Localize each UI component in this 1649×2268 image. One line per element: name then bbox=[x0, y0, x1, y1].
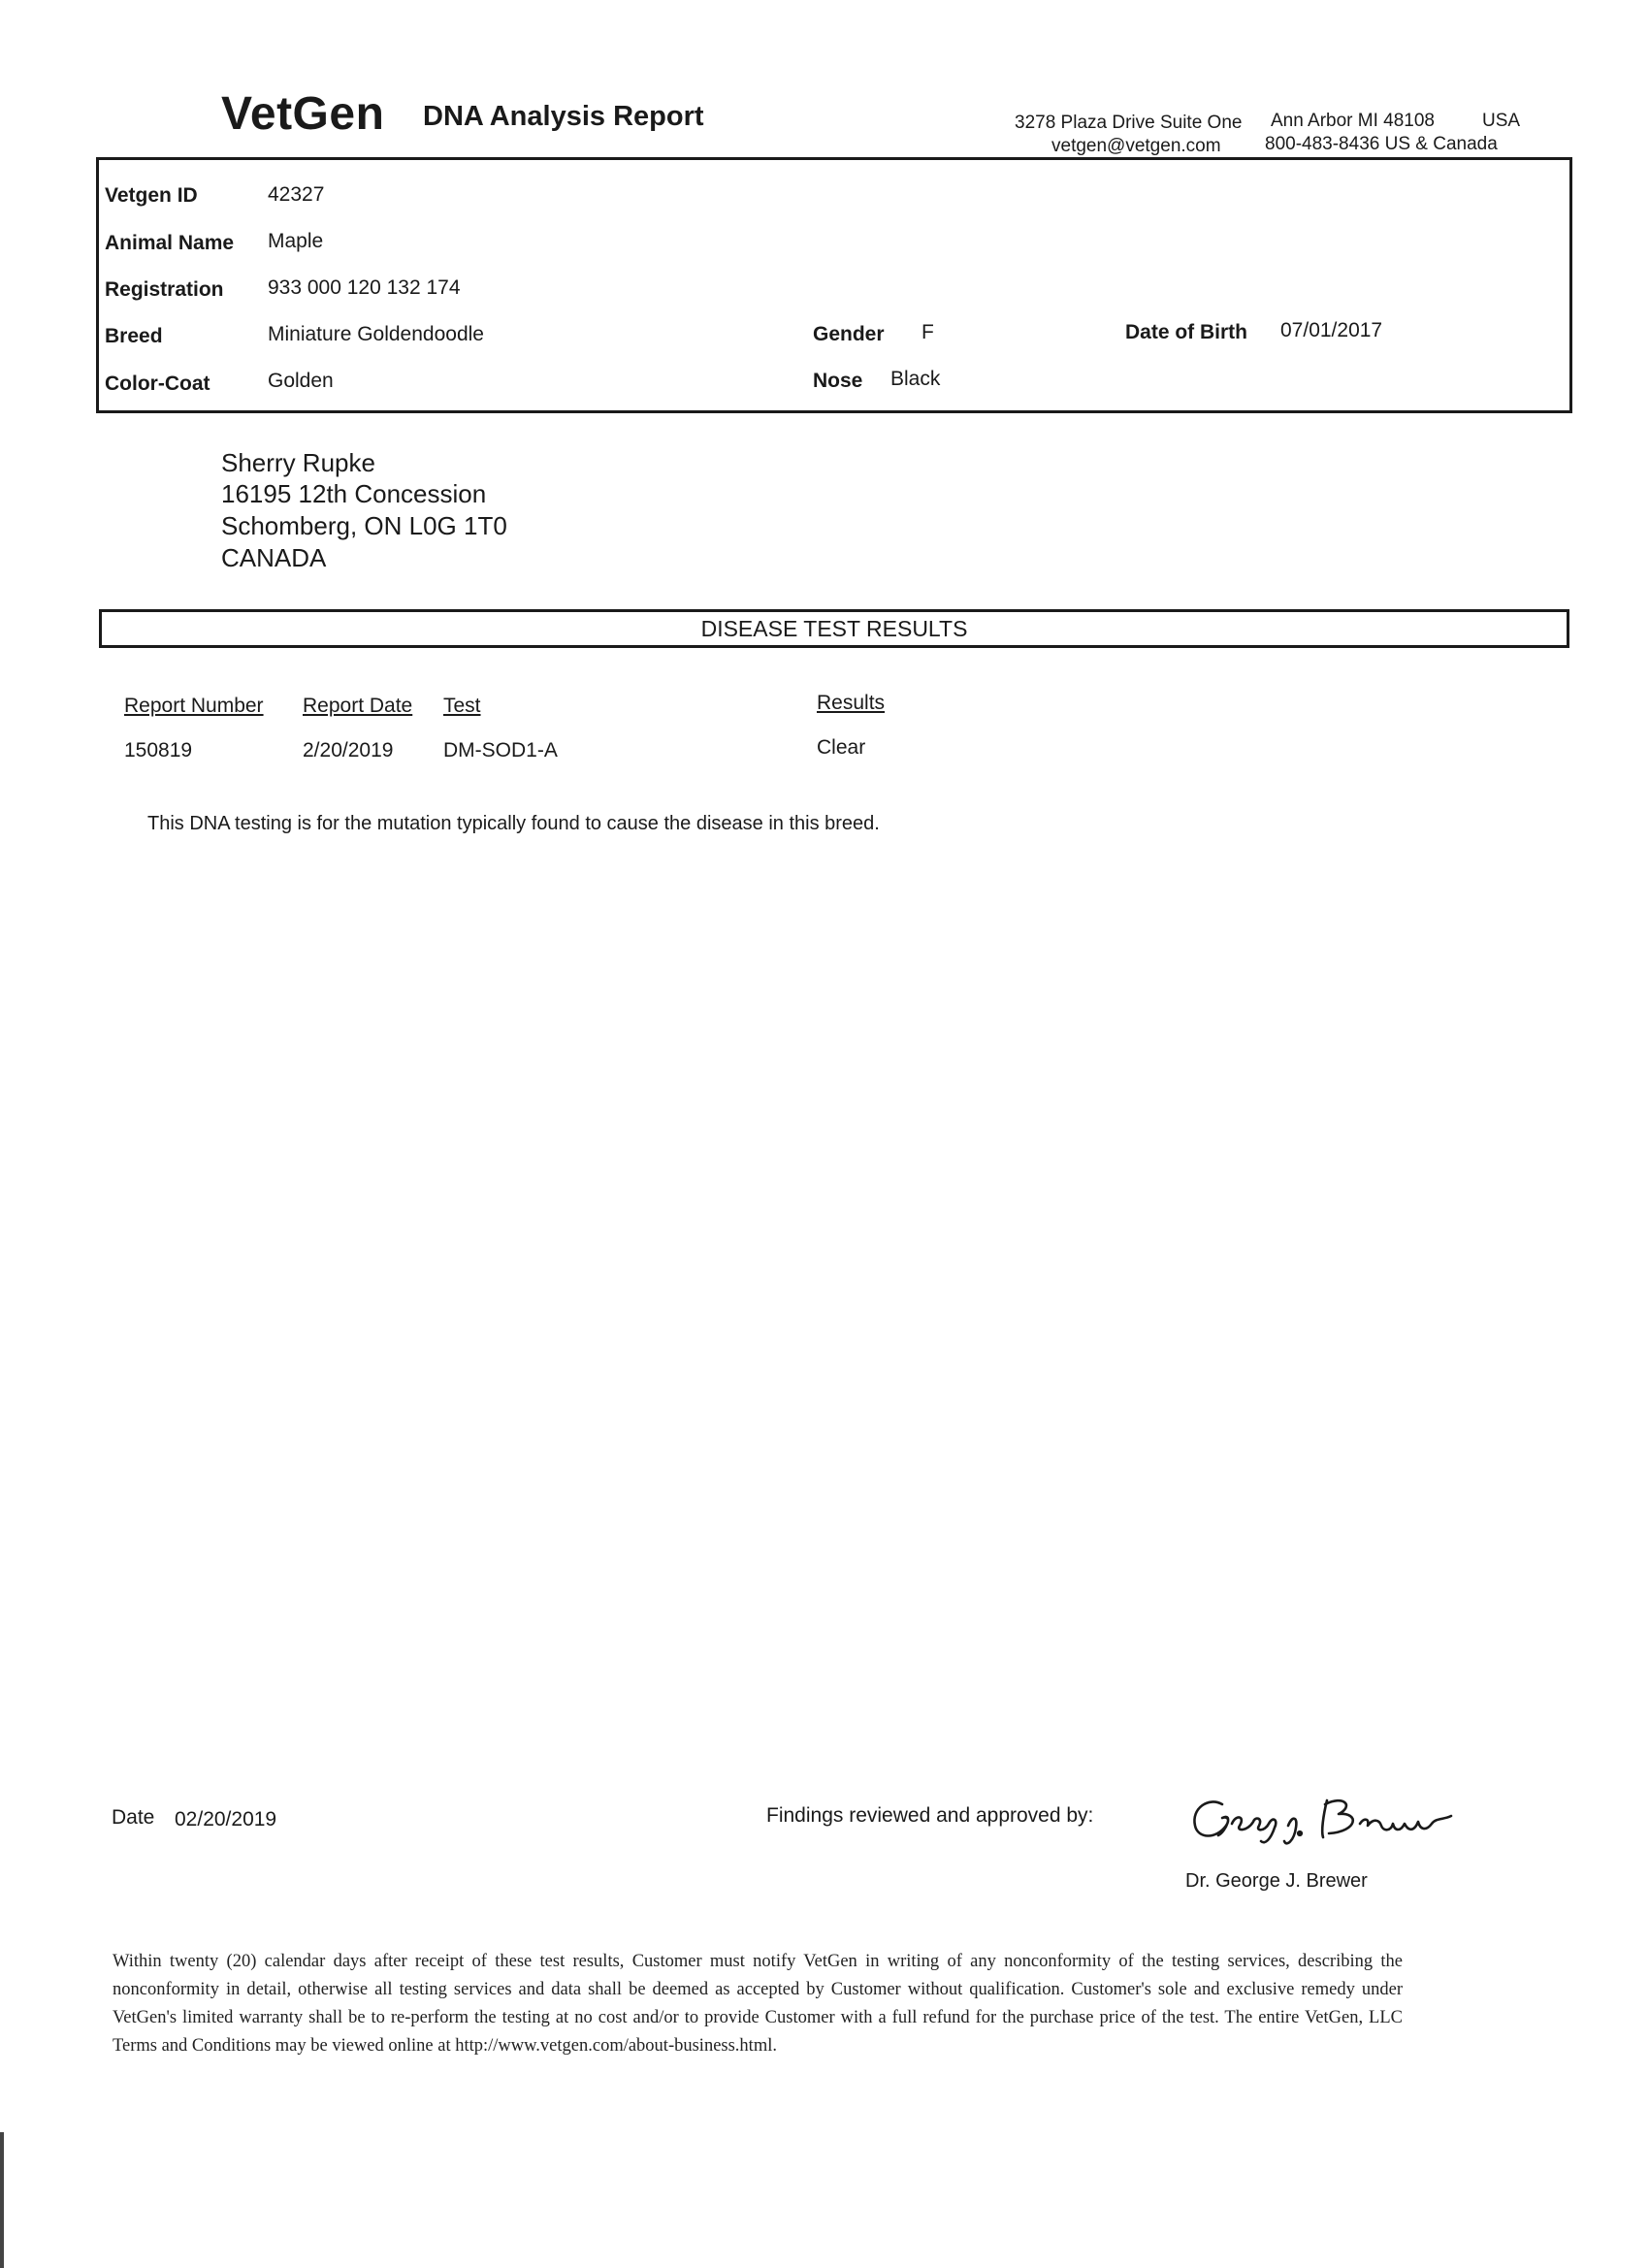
owner-country: CANADA bbox=[221, 543, 327, 572]
results-note: This DNA testing is for the mutation typically found to cause the disease in this breed. bbox=[147, 813, 880, 834]
owner-name: Sherry Rupke bbox=[221, 448, 375, 477]
address-city: Ann Arbor MI 48108 bbox=[1271, 111, 1435, 131]
nose-label: Nose bbox=[813, 370, 863, 392]
col-results: Results bbox=[817, 692, 886, 714]
breed-value: Miniature Goldendoodle bbox=[268, 323, 484, 345]
animal-name-value: Maple bbox=[268, 230, 324, 252]
nose-value: Black bbox=[890, 368, 941, 390]
gender-label: Gender bbox=[813, 323, 885, 345]
owner-city: Schomberg, ON L0G 1T0 bbox=[221, 511, 507, 540]
result-value: Clear bbox=[817, 736, 866, 759]
approval-label: Findings reviewed and approved by: bbox=[766, 1804, 1094, 1827]
disclaimer-text: Within twenty (20) calendar days after receipt of these test results, Customer must notify VetGen in writing of any nonconformity of the testing services, describing the nonconformity in detail, otherwise all testing services and data shall be deemed as accepted by Customer without qualification. Customer's sole and exclusive remedy under VetGen's limited warranty shall be to re-perform the testing at no cost and/or to provide Customer with a full refund for the purchase price of the test. The entire VetGen, LLC Terms and Conditions may be viewed online at http://www.vetgen.com/about-business.html. bbox=[113, 1952, 1403, 2056]
color-coat-value: Golden bbox=[268, 370, 334, 392]
col-test: Test bbox=[443, 695, 481, 717]
result-test: DM-SOD1-A bbox=[443, 739, 558, 761]
result-report-number: 150819 bbox=[124, 739, 193, 761]
breed-label: Breed bbox=[105, 325, 163, 347]
address-street: 3278 Plaza Drive Suite One bbox=[1015, 113, 1243, 133]
col-report-number: Report Number bbox=[124, 695, 264, 717]
animal-name-label: Animal Name bbox=[105, 232, 235, 254]
owner-street: 16195 12th Concession bbox=[221, 479, 487, 508]
contact-email[interactable]: vetgen@vetgen.com bbox=[1051, 136, 1221, 156]
signer-name: Dr. George J. Brewer bbox=[1185, 1870, 1368, 1892]
brand-logo: VetGen bbox=[221, 88, 385, 140]
date-of-birth-value: 07/01/2017 bbox=[1280, 319, 1383, 341]
color-coat-label: Color-Coat bbox=[105, 373, 210, 395]
vetgen-id-label: Vetgen ID bbox=[105, 184, 198, 207]
registration-label: Registration bbox=[105, 278, 224, 301]
gender-value: F bbox=[922, 321, 934, 343]
result-report-date: 2/20/2019 bbox=[303, 739, 394, 761]
address-country: USA bbox=[1482, 111, 1521, 131]
contact-phone: 800-483-8436 US & Canada bbox=[1265, 134, 1498, 154]
vetgen-id-value: 42327 bbox=[268, 183, 325, 206]
registration-value: 933 000 120 132 174 bbox=[268, 276, 461, 299]
date-of-birth-label: Date of Birth bbox=[1125, 321, 1247, 343]
report-date-value: 02/20/2019 bbox=[175, 1808, 277, 1831]
scan-edge bbox=[0, 2132, 4, 2268]
report-date-label: Date bbox=[112, 1806, 155, 1829]
col-report-date: Report Date bbox=[303, 695, 413, 717]
report-title: DNA Analysis Report bbox=[423, 101, 704, 132]
disease-results-header: DISEASE TEST RESULTS bbox=[99, 609, 1569, 648]
signature-image bbox=[1183, 1787, 1455, 1851]
